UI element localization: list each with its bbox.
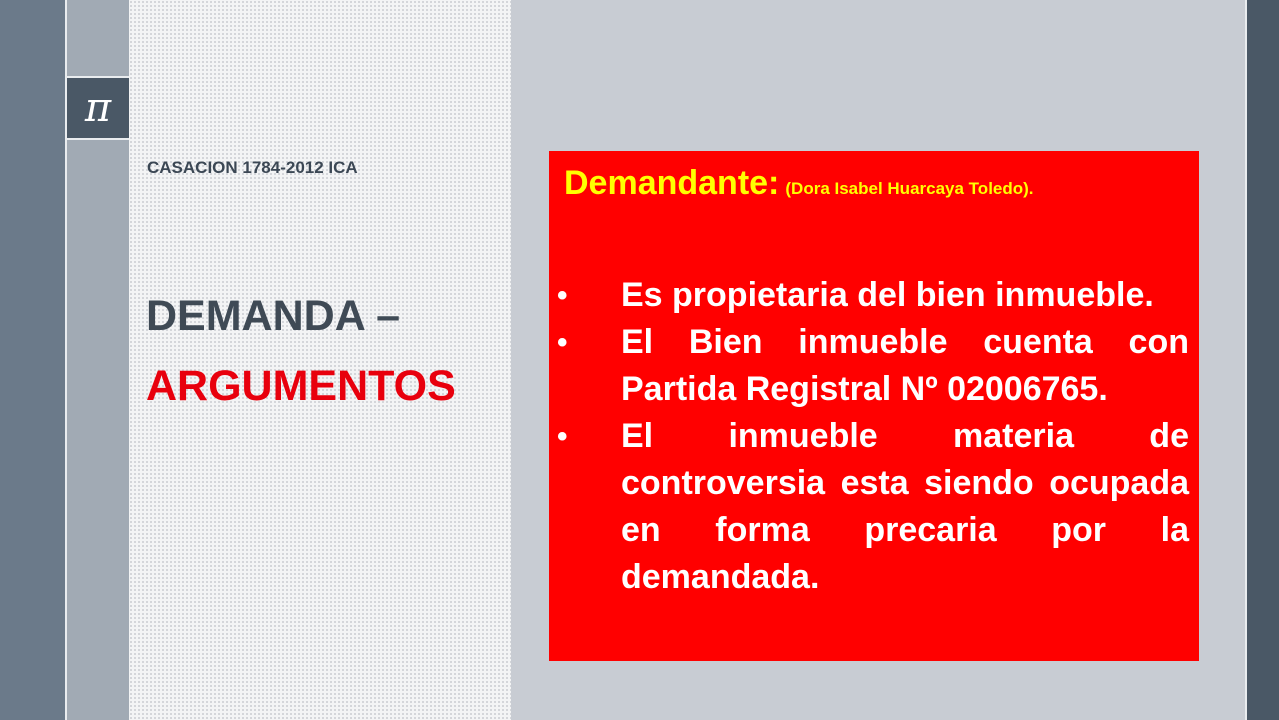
list-item-text: El inmueble materia de controversia esta siendo ocupada en forma precaria por la demandada. — [621, 417, 1189, 596]
list-item-text: Es propietaria del bien inmueble. — [621, 276, 1154, 314]
plaintiff-label: Demandante: — [564, 164, 780, 202]
pi-icon: π — [84, 85, 112, 131]
sidebar-outer-strip — [0, 0, 65, 720]
slide-title-line2: ARGUMENTOS — [146, 362, 456, 410]
argument-list — [557, 272, 1189, 601]
slide-title-line1: DEMANDA – — [146, 292, 401, 340]
list-item — [557, 413, 1189, 601]
plaintiff-name: (Dora Isabel Huarcaya Toledo). — [785, 179, 1034, 198]
pi-badge — [67, 76, 129, 140]
plaintiff-heading — [564, 164, 1034, 203]
right-edge-strip — [1247, 0, 1279, 720]
title-panel — [129, 0, 511, 720]
bullet-icon: • — [557, 420, 568, 453]
list-item-text: El Bien inmueble cuenta con Partida Registral Nº 02006765. — [621, 323, 1189, 408]
case-reference: CASACION 1784-2012 ICA — [147, 158, 358, 177]
list-item — [557, 319, 1189, 413]
bullet-icon: • — [557, 279, 568, 312]
bullet-icon: • — [557, 326, 568, 359]
list-item — [557, 272, 1189, 319]
